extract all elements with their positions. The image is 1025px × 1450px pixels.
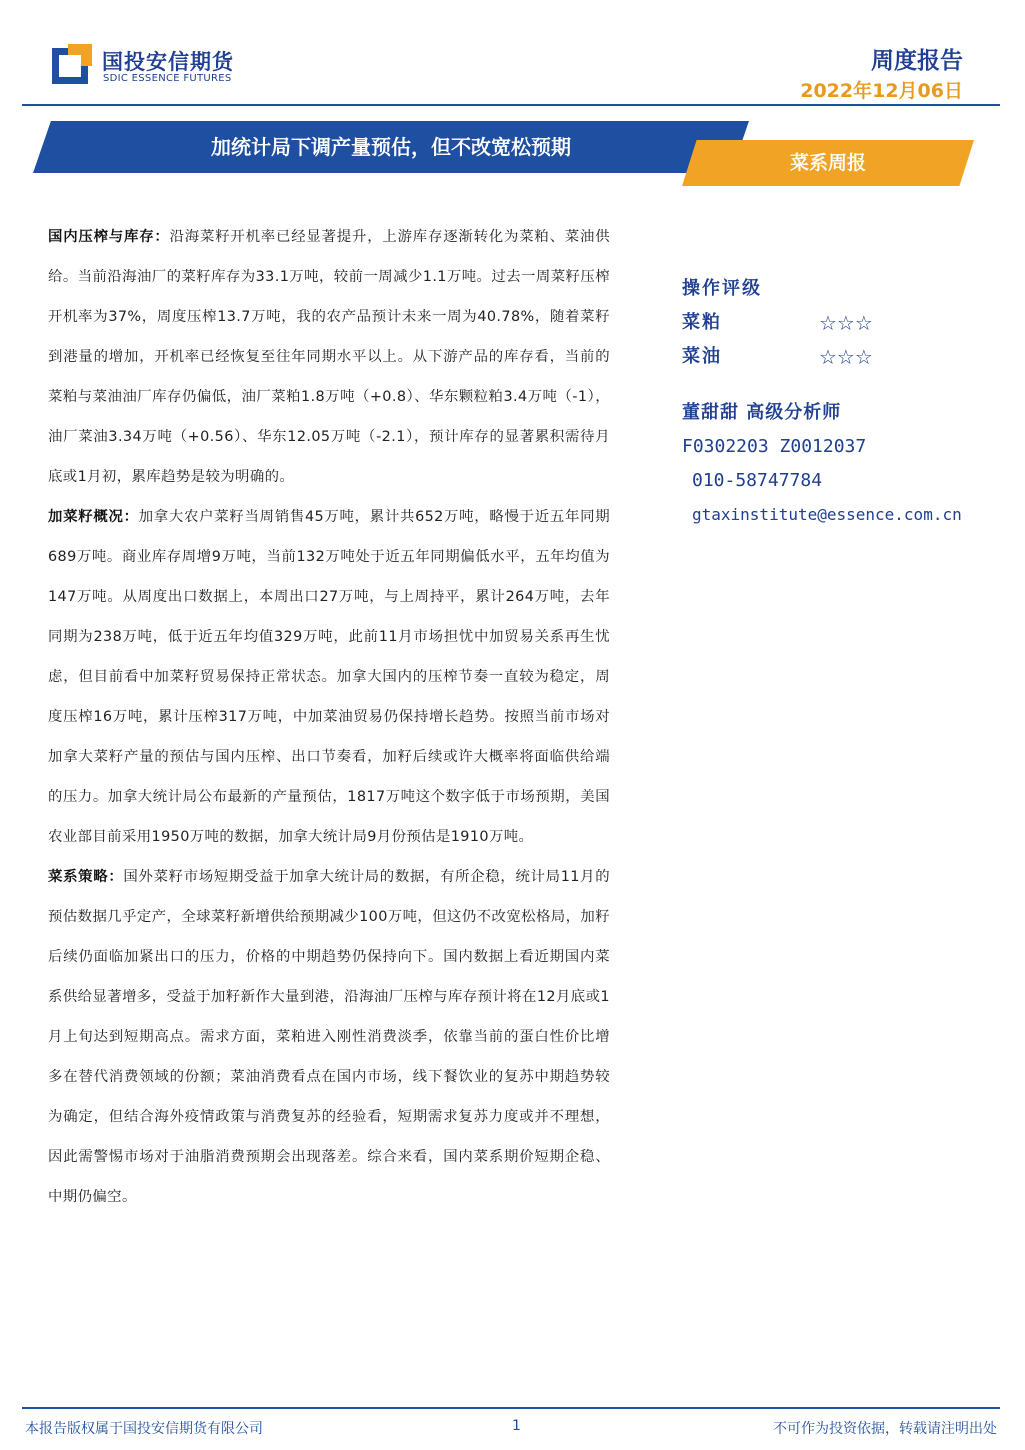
report-type: 周度报告: [871, 48, 963, 74]
paragraph-strategy: [48, 857, 610, 1217]
category-tag-label: 菜系周报: [789, 152, 866, 174]
copyright-notice: 本报告版权属于国投安信期货有限公司: [25, 1421, 263, 1437]
sidebar: [682, 272, 1012, 532]
rating-title: 操作评级: [682, 278, 762, 299]
analyst-name: 董甜甜 高级分析师: [682, 402, 842, 423]
logo-text-cn: 国投安信期货: [102, 50, 234, 74]
paragraph-domestic: [48, 217, 610, 497]
paragraph-canada: [48, 497, 610, 857]
paragraph-text: 加拿大农户菜籽当周销售45万吨，累计共652万吨，略慢于近五年同期689万吨。商业库存周增9万吨，当前132万吨处于近五年同期偏低水平，五年均值为147万吨。从周度出口数据上，本周出口27万吨，与上周持平，累计264万吨，去年同期为238万吨，低于近五年均值329万吨，此前11月市场担忧中加贸易关系再生忧虑，但目前看中加菜籽贸易保持正常状态。加拿大国内的压榨节奏一直较为稳定，周度压榨16万吨，累计压榨317万吨，中加菜油贸易仍保持增长趋势。按照当前市场对加拿大菜籽产量的预估与国内压榨、出口节奏看，加籽后续或许大概率将面临供给端的压力。加拿大统计局公布最新的产量预估，1817万吨这个数字低于市场预期，美国农业部目前采用1950万吨的数据，加拿大统计局9月份预估是1910万吨。: [48, 509, 610, 845]
paragraph-text: 沿海菜籽开机率已经显著提升，上游库存逐渐转化为菜粕、菜油供给。当前沿海油厂的菜籽库存为33.1万吨，较前一周减少1.1万吨。过去一周菜籽压榨开机率为37%，周度压榨13.7万吨，我的农产品预计未来一周为40.78%，随着菜籽到港量的增加，开机率已经恢复至往年同期水平以上。从下游产品的库存看，当前的菜粕与菜油油厂库存仍偏低，油厂菜粕1.8万吨（+0.8）、华东颗粒粕3.4万吨（-1），油厂菜油3.34万吨（+0.56）、华东12.05万吨（-2.1），预计库存的显著累积需待月底或1月初，累库趋势是较为明确的。: [48, 229, 610, 485]
paragraph-heading: 加菜籽概况：: [48, 509, 139, 525]
paragraph-heading: 菜系策略：: [48, 869, 124, 885]
rating-name: 菜油: [682, 346, 722, 367]
logo-mark-icon: [52, 44, 92, 84]
analyst-phone: 010-58747784: [692, 470, 823, 491]
rating-name: 菜粕: [682, 312, 722, 333]
logo-text-en: SDIC ESSENCE FUTURES: [103, 73, 232, 84]
rating-row: [682, 340, 1012, 374]
page-number: 1: [512, 1418, 521, 1434]
footer-divider: [22, 1407, 1000, 1409]
star-rating-icon: ☆☆☆: [819, 345, 873, 369]
analyst-email[interactable]: gtaxinstitute@essence.com.cn: [692, 505, 962, 524]
rating-row: [682, 306, 1012, 340]
star-rating-icon: ☆☆☆: [819, 311, 873, 335]
paragraph-text: 国外菜籽市场短期受益于加拿大统计局的数据，有所企稳，统计局11月的预估数据几乎定产，全球菜籽新增供给预期减少100万吨，但这仍不改宽松格局，加籽后续仍面临加紧出口的压力，价格的中期趋势仍保持向下。国内数据上看近期国内菜系供给显著增多，受益于加籽新作大量到港，沿海油厂压榨与库存预计将在12月底或1月上旬达到短期高点。需求方面，菜粕进入刚性消费淡季，依靠当前的蛋白性价比增多在替代消费领域的份额；菜油消费看点在国内市场，线下餐饮业的复苏中期趋势较为确定，但结合海外疫情政策与消费复苏的经验看，短期需求复苏力度或并不理想，因此需警惕市场对于油脂消费预期会出现落差。综合来看，国内菜系期价短期企稳、中期仍偏空。: [48, 869, 610, 1205]
paragraph-heading: 国内压榨与库存：: [48, 229, 170, 245]
analyst-cert: F0302203 Z0012037: [682, 436, 867, 457]
disclaimer: 不可作为投资依据，转载请注明出处: [773, 1421, 997, 1437]
report-body: [48, 217, 610, 1217]
report-title: 加统计局下调产量预估，但不改宽松预期: [211, 135, 571, 159]
company-logo: [52, 40, 242, 90]
report-date: 2022年12月06日: [800, 80, 963, 102]
header-divider: [22, 104, 1000, 106]
